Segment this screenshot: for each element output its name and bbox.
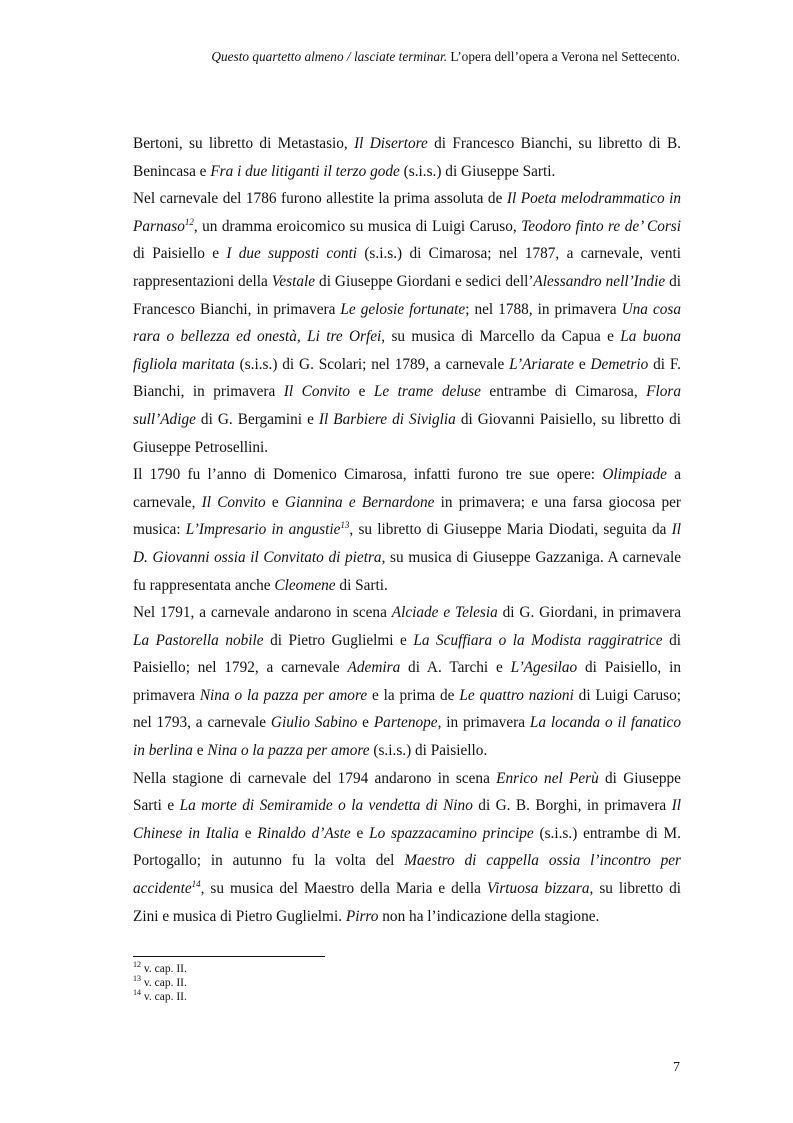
text-run: , su libretto di Zini e musica di Pietro Guglielmi. xyxy=(133,880,681,925)
paragraph xyxy=(133,130,681,185)
work-title: La locanda o il fanatico in berlina xyxy=(133,714,681,760)
work-title: Flora sull’Adige xyxy=(133,383,681,428)
paragraph xyxy=(133,185,681,461)
work-title: Virtuosa bizzara xyxy=(486,880,590,898)
work-title: Alciade e Telesia xyxy=(391,604,498,622)
work-title: Le gelosie fortunate xyxy=(340,300,466,318)
work-title: L’Impresario in angustie xyxy=(185,521,341,539)
work-title: Le quattro nazioni xyxy=(459,686,574,704)
text-run: (s.i.s.) entrambe di M. Portogallo; in autunno fu la volta del xyxy=(133,824,681,870)
work-title: Teodoro finto re de’ Corsi xyxy=(521,217,681,235)
work-title: Enrico nel Perù xyxy=(496,769,599,787)
text-run: Nel 1791, a carnevale andarono in scena xyxy=(133,604,392,622)
footnote-number: 14 xyxy=(133,988,141,998)
work-title: I due supposti conti xyxy=(226,245,358,263)
text-run: di F. Bianchi, in primavera xyxy=(133,355,681,401)
text-run: Nella stagione di carnevale del 1794 andarono in scena xyxy=(133,769,497,787)
text-run: di A. Tarchi e xyxy=(400,659,511,677)
text-run: di Pietro Guglielmi e xyxy=(263,631,414,649)
text-run: e xyxy=(350,383,374,401)
header-title-italic: Questo quartetto almeno / lasciate terminar. xyxy=(211,49,448,64)
page-number: 7 xyxy=(673,1060,680,1075)
footnotes xyxy=(133,962,681,1004)
paragraph xyxy=(133,461,681,599)
work-title: Giulio Sabino xyxy=(270,714,358,732)
text-run: e xyxy=(265,493,285,511)
text-run: di G. Bergamini e xyxy=(195,410,319,428)
work-title: Partenope xyxy=(373,714,438,732)
body-text xyxy=(133,130,681,930)
text-run: (s.i.s.) di Giuseppe Sarti. xyxy=(399,162,556,180)
work-title: Il Disertore xyxy=(354,135,428,152)
text-run: di G. B. Borghi, in primavera xyxy=(472,797,672,815)
work-title: Vestale xyxy=(271,272,316,290)
footnote-text: v. cap. II. xyxy=(141,977,187,989)
footnote-text: v. cap. II. xyxy=(141,963,187,975)
work-title: Demetrio xyxy=(590,355,649,373)
text-run: , su musica di Giuseppe Gazzaniga. A carnevale fu rappresentata anche xyxy=(133,548,681,594)
text-run: Nel carnevale del 1786 furono allestite la prima assoluta de xyxy=(133,190,507,208)
footnote-number: 12 xyxy=(133,960,141,970)
work-title: Alessandro nell’Indie xyxy=(533,272,666,290)
text-run: e xyxy=(192,742,208,760)
footnote-number: 13 xyxy=(133,974,141,984)
footnote-ref: 13 xyxy=(340,520,350,531)
text-run: (s.i.s.) di Cimarosa; nel 1787, a carnevale, venti rappresentazioni della xyxy=(133,245,681,290)
footnote-ref: 14 xyxy=(191,878,201,889)
text-run: e xyxy=(350,824,370,842)
text-run: , xyxy=(296,328,308,346)
work-title: Il Convito xyxy=(283,383,351,401)
footnote xyxy=(133,962,681,976)
footnote-divider xyxy=(133,956,325,957)
text-run: (s.i.s.) di G. Scolari; nel 1789, a carnevale xyxy=(234,355,510,373)
text-run: , in primavera xyxy=(437,714,530,732)
text-run: Il 1790 fu l’anno di Domenico Cimarosa, infatti furono tre sue opere: xyxy=(133,466,603,484)
footnote-text: v. cap. II. xyxy=(141,991,187,1003)
text-run: di Paisiello; nel 1792, a carnevale xyxy=(133,631,681,677)
text-run: e xyxy=(573,355,591,373)
running-header xyxy=(133,47,680,67)
work-title: La Pastorella nobile xyxy=(133,631,264,649)
footnote-ref: 12 xyxy=(184,216,194,227)
footnote xyxy=(133,976,681,990)
work-title: Fra i due litiganti il terzo gode xyxy=(210,162,400,180)
work-title: L’Agesilao xyxy=(510,659,578,677)
text-run: di Paisiello, in primavera xyxy=(133,659,681,704)
text-run: di Francesco Bianchi, in primavera xyxy=(133,272,681,318)
work-title: Nina o la pazza per amore xyxy=(207,742,370,760)
text-run: di Francesco Bianchi, su libretto di B. Benincasa e xyxy=(133,135,682,180)
text-run: a carnevale, xyxy=(133,466,681,511)
header-title-rest: L’opera dell’opera a Verona nel Settecento. xyxy=(447,49,680,64)
work-title: Cleomene xyxy=(274,576,336,594)
text-run: Bertoni, su libretto di Metastasio, xyxy=(133,135,355,152)
text-run: di Luigi Caruso; nel 1793, a carnevale xyxy=(133,686,681,732)
text-run: di Paisiello e xyxy=(133,245,227,263)
work-title: La Scuffiara o la Modista raggiratrice xyxy=(413,631,663,649)
work-title: Il Barbiere di Siviglia xyxy=(318,410,456,428)
work-title: Pirro xyxy=(345,907,379,925)
work-title: Lo spazzacamino principe xyxy=(369,824,534,842)
text-run: e la prima de xyxy=(367,686,460,704)
work-title: Il Chinese in Italia xyxy=(133,797,681,842)
text-run: in primavera; e una farsa giocosa per musica: xyxy=(133,493,681,539)
text-run: (s.i.s.) di Paisiello. xyxy=(369,742,488,760)
text-run: e xyxy=(357,714,374,732)
work-title: Rinaldo d’Aste xyxy=(257,824,351,842)
text-run: , su libretto di Giuseppe Maria Diodati, seguita da xyxy=(349,521,672,539)
work-title: Il Convito xyxy=(201,493,266,511)
work-title: Nina o la pazza per amore xyxy=(199,686,368,704)
text-run: , un dramma eroicomico su musica di Luigi Caruso, xyxy=(193,217,522,235)
text-run: entrambe di Cimarosa, xyxy=(480,383,647,401)
work-title: Le trame deluse xyxy=(373,383,481,401)
text-run: ; nel 1788, in primavera xyxy=(465,300,622,318)
text-run: , su musica di Marcello da Capua e xyxy=(381,328,621,346)
text-run: di Giuseppe Giordani e sedici dell’ xyxy=(315,272,534,290)
footnote xyxy=(133,990,681,1004)
text-run: di Giuseppe Sarti e xyxy=(133,769,681,815)
paragraph xyxy=(133,599,681,765)
work-title: La buona figliola maritata xyxy=(133,328,681,373)
work-title: Maestro di cappella ossia l’incontro per accidente xyxy=(133,852,681,898)
text-run: , su musica del Maestro della Maria e della xyxy=(200,880,487,898)
work-title: L’Ariarate xyxy=(509,355,574,373)
work-title: La morte di Semiramide o la vendetta di Nino xyxy=(179,797,473,815)
text-run: e xyxy=(238,824,258,842)
work-title: Il D. Giovanni ossia il Convitato di pietra xyxy=(133,521,681,566)
paragraph xyxy=(133,765,681,931)
text-run: non ha l’indicazione della stagione. xyxy=(378,907,600,925)
text-run: di G. Giordani, in primavera xyxy=(497,604,681,622)
work-title: Li tre Orfei xyxy=(307,328,382,346)
work-title: Ademira xyxy=(347,659,401,677)
text-run: di Sarti. xyxy=(335,576,388,594)
work-title: Olimpiade xyxy=(602,466,667,484)
work-title: Giannina e Bernardone xyxy=(284,493,435,511)
work-title: Una cosa rara o bellezza ed onestà xyxy=(133,300,681,346)
work-title: Il Poeta melodrammatico in Parnaso xyxy=(133,190,681,235)
text-run: di Giovanni Paisiello, su libretto di Giuseppe Petrosellini. xyxy=(133,410,682,456)
